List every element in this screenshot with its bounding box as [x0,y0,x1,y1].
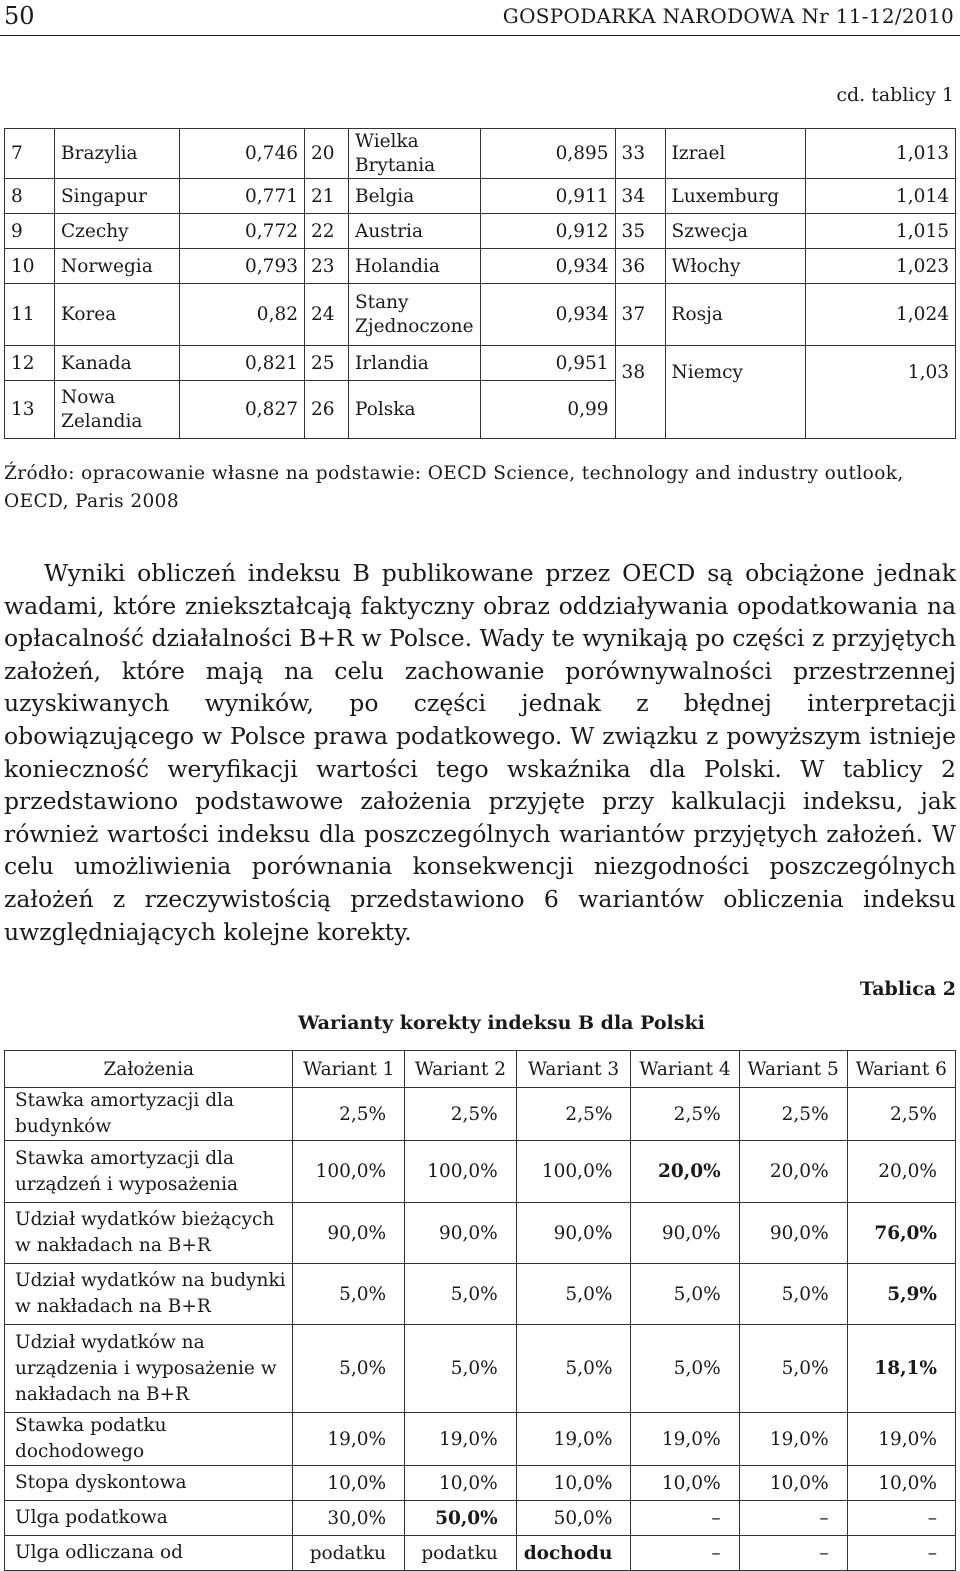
body-paragraph: Wyniki obliczeń indeksu B publikowane przez OECD są obciążone jednak wadami, które zniekształcają faktyczny obraz oddziaływania opodatkowania na opłacalność działalności B+R w Polsce. Wady te wynikają po części z przyjętych założeń, które mają na celu zachowanie porównywalności przestrzennej uzyskiwanych wyników, po części jednak z błędnej interpretacji obowiązującego w Polsce prawa podatkowego. W związku z powyższym istnieje konieczność weryfikacji wartości tego wskaźnika dla Polski. W tablicy 2 przedstawiono podstawowe założenia przyjęte przy kalkulacji indeksu, jak również wartości indeksu dla poszczególnych wariantów przyjętych założeń. W celu umożliwienia porównania konsekwencji niezgodności poszczególnych założeń z rzeczywistością przedstawiono 6 wariantów obliczenia indeksu uwzględniających kolejne korekty. [4,559,956,946]
assumption-label: Stawka amortyzacji dla urządzeń i wyposażenia [5,1141,293,1203]
value-cell: 0,912 [480,214,615,249]
value-cell: 50,0% [516,1501,631,1536]
value-cell: 0,951 [480,346,615,381]
value-cell: 10,0% [739,1466,847,1501]
rank-cell: 34 [615,179,665,214]
table-row [5,129,956,179]
country-cell: Kanada [55,346,180,381]
country-cell: Luxemburg [665,179,805,214]
value-cell: dochodu [516,1536,631,1571]
value-cell: 0,82 [180,284,305,346]
rank-cell: 10 [5,249,55,284]
table-row [5,179,956,214]
value-cell: 5,0% [631,1264,739,1325]
table-label: Tablica 2 [859,978,956,1000]
table-row [5,214,956,249]
rank-cell: 12 [5,346,55,381]
value-cell: 50,0% [405,1501,517,1536]
assumption-label: Stawka amortyzacji dla budynków [5,1088,293,1141]
value-cell: 0,821 [180,346,305,381]
rank-cell: 26 [305,381,349,439]
value-cell: 0,934 [480,249,615,284]
column-header: Wariant 1 [293,1051,405,1088]
country-cell: Nowa Zelandia [55,381,180,439]
value-cell: 5,0% [405,1325,517,1413]
assumption-label: Udział wydatków na budynki w nakładach na B+R [5,1264,293,1325]
value-cell: 18,1% [847,1325,955,1413]
value-cell: 19,0% [293,1413,405,1466]
value-cell: 0,793 [180,249,305,284]
variants-table [4,1050,956,1571]
table-continuation-label: cd. tablicy 1 [836,84,954,106]
value-cell: 20,0% [631,1141,739,1203]
table-row [5,1203,956,1264]
column-header: Założenia [5,1051,293,1088]
assumption-label: Ulga podatkowa [5,1501,293,1536]
country-cell: Włochy [665,249,805,284]
rank-cell: 25 [305,346,349,381]
source-note: Źródło: opracowanie własne na podstawie: OECD Science, technology and industry outlook, OECD, Paris 2008 [4,463,904,512]
table-row [5,284,956,346]
column-header: Wariant 4 [631,1051,739,1088]
value-cell: 5,0% [739,1325,847,1413]
value-cell: – [631,1501,739,1536]
value-cell: – [847,1501,955,1536]
country-cell: Holandia [349,249,481,284]
value-cell: 5,0% [293,1264,405,1325]
value-cell: 0,772 [180,214,305,249]
country-cell: Izrael [665,129,805,179]
rank-cell: 8 [5,179,55,214]
rank-cell: 36 [615,249,665,284]
column-header: Wariant 2 [405,1051,517,1088]
value-cell: 100,0% [293,1141,405,1203]
ranking-table [4,128,956,439]
country-cell: Czechy [55,214,180,249]
country-cell: Stany Zjednoczone [349,284,481,346]
column-header: Wariant 3 [516,1051,631,1088]
value-cell: 76,0% [847,1203,955,1264]
value-cell: 100,0% [405,1141,517,1203]
value-cell: 0,746 [180,129,305,179]
value-cell: 0,895 [480,129,615,179]
value-cell: 10,0% [847,1466,955,1501]
value-cell: 19,0% [631,1413,739,1466]
value-cell: 1,014 [805,179,955,214]
table-row [5,1413,956,1466]
rank-cell: 33 [615,129,665,179]
country-cell: Singapur [55,179,180,214]
value-cell: 20,0% [739,1141,847,1203]
value-cell: 0,934 [480,284,615,346]
value-cell: 10,0% [516,1466,631,1501]
value-cell: 19,0% [405,1413,517,1466]
country-cell: Korea [55,284,180,346]
table-row [5,346,956,381]
value-cell: 0,911 [480,179,615,214]
table-row [5,1466,956,1501]
value-cell: 90,0% [405,1203,517,1264]
table-row [5,1536,956,1571]
country-cell: Belgia [349,179,481,214]
country-cell: Norwegia [55,249,180,284]
country-cell: Rosja [665,284,805,346]
value-cell: 10,0% [631,1466,739,1501]
value-cell: 10,0% [405,1466,517,1501]
value-cell: – [847,1536,955,1571]
value-cell: 2,5% [293,1088,405,1141]
rank-cell: 13 [5,381,55,439]
country-cell: Wielka Brytania [349,129,481,179]
assumption-label: Udział wydatków bieżących w nakładach na B+R [5,1203,293,1264]
page-number: 50 [4,2,35,30]
value-cell: 2,5% [405,1088,517,1141]
rank-cell: 11 [5,284,55,346]
value-cell: – [631,1536,739,1571]
value-cell: 5,0% [631,1325,739,1413]
value-cell: 19,0% [516,1413,631,1466]
table-row [5,1264,956,1325]
assumption-label: Stawka podatku dochodowego [5,1413,293,1466]
value-cell: 2,5% [631,1088,739,1141]
value-cell: 1,023 [805,249,955,284]
rank-cell: 38 [615,346,665,439]
value-cell: 1,015 [805,214,955,249]
value-cell: 90,0% [631,1203,739,1264]
value-cell: 20,0% [847,1141,955,1203]
value-cell: 1,013 [805,129,955,179]
rank-cell: 35 [615,214,665,249]
value-cell: 19,0% [847,1413,955,1466]
table-row [5,1501,956,1536]
value-cell: 90,0% [516,1203,631,1264]
value-cell: podatku [405,1536,517,1571]
country-cell: Austria [349,214,481,249]
value-cell: 10,0% [293,1466,405,1501]
header-rule [0,35,960,36]
column-header: Wariant 5 [739,1051,847,1088]
page-header [0,0,960,28]
table-row [5,1088,956,1141]
journal-title: GOSPODARKA NARODOWA Nr 11-12/2010 [502,4,954,28]
value-cell: 19,0% [739,1413,847,1466]
value-cell: 5,0% [516,1264,631,1325]
table-row [5,249,956,284]
value-cell: 0,771 [180,179,305,214]
country-cell: Niemcy [665,346,805,439]
value-cell: 2,5% [516,1088,631,1141]
value-cell: 90,0% [293,1203,405,1264]
rank-cell: 23 [305,249,349,284]
value-cell: 30,0% [293,1501,405,1536]
value-cell: 100,0% [516,1141,631,1203]
value-cell: 0,99 [480,381,615,439]
rank-cell: 7 [5,129,55,179]
value-cell: podatku [293,1536,405,1571]
table-row [5,1325,956,1413]
country-cell: Brazylia [55,129,180,179]
rank-cell: 24 [305,284,349,346]
value-cell: – [739,1536,847,1571]
value-cell: 1,024 [805,284,955,346]
assumption-label: Udział wydatków na urządzenia i wyposażenie w nakładach na B+R [5,1325,293,1413]
value-cell: 5,0% [516,1325,631,1413]
value-cell: 1,03 [805,346,955,439]
value-cell: 5,0% [739,1264,847,1325]
country-cell: Polska [349,381,481,439]
value-cell: 90,0% [739,1203,847,1264]
assumption-label: Ulga odliczana od [5,1536,293,1571]
assumption-label: Stopa dyskontowa [5,1466,293,1501]
value-cell: 2,5% [847,1088,955,1141]
country-cell: Szwecja [665,214,805,249]
value-cell: 5,0% [293,1325,405,1413]
value-cell: 0,827 [180,381,305,439]
country-cell: Irlandia [349,346,481,381]
value-cell: 5,0% [405,1264,517,1325]
rank-cell: 37 [615,284,665,346]
table-row [5,1141,956,1203]
value-cell: – [739,1501,847,1536]
value-cell: 5,9% [847,1264,955,1325]
value-cell: 2,5% [739,1088,847,1141]
header-row [5,1051,956,1088]
column-header: Wariant 6 [847,1051,955,1088]
rank-cell: 21 [305,179,349,214]
rank-cell: 9 [5,214,55,249]
rank-cell: 20 [305,129,349,179]
table-title: Warianty korekty indeksu B dla Polski [298,1012,705,1034]
rank-cell: 22 [305,214,349,249]
